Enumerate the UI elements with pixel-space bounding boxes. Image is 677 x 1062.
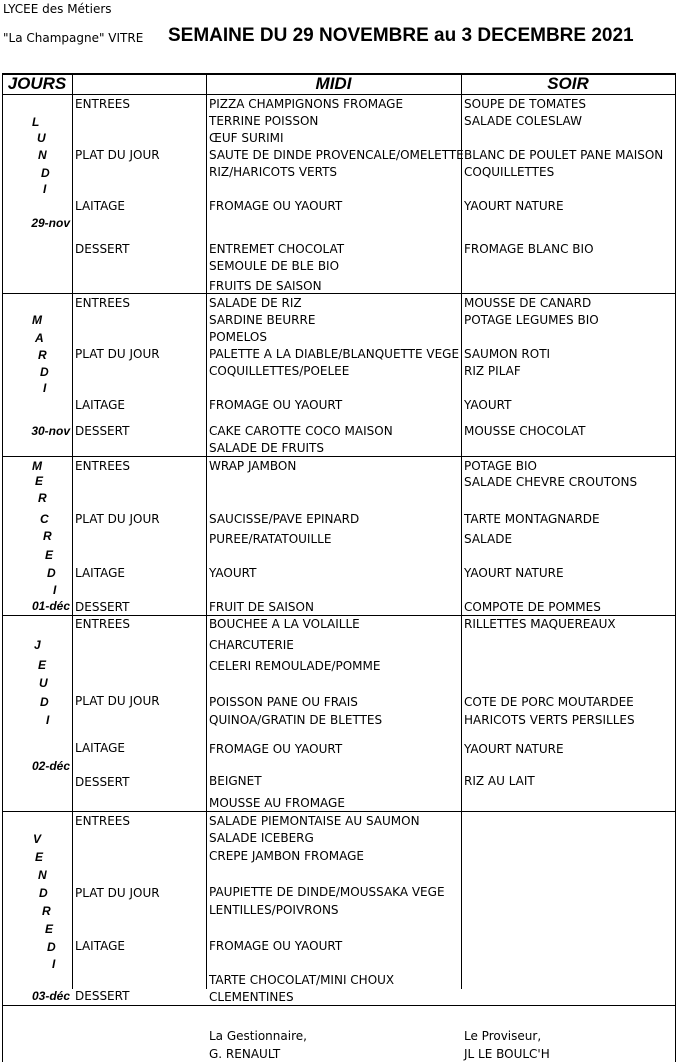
midi-dish: TERRINE POISSON bbox=[209, 114, 319, 128]
soir-dish: SOUPE DE TOMATES bbox=[464, 97, 587, 111]
day-letter: E bbox=[45, 922, 54, 936]
day-letter: I bbox=[52, 957, 56, 971]
midi-dish: YAOURT bbox=[209, 566, 257, 580]
col-divider-midi bbox=[461, 73, 462, 989]
menu-table bbox=[2, 73, 676, 1062]
day-letter: D bbox=[40, 695, 49, 709]
midi-dish: BEIGNET bbox=[209, 774, 262, 788]
midi-dish: COQUILLETTES/POELEE bbox=[209, 364, 350, 378]
header-jours: JOURS bbox=[7, 74, 67, 93]
midi-dish: TARTE CHOCOLAT/MINI CHOUX bbox=[209, 973, 395, 987]
category-label: LAITAGE bbox=[75, 566, 125, 580]
header-row-divider bbox=[2, 94, 676, 95]
midi-dish: SALADE PIEMONTAISE AU SAUMON bbox=[209, 814, 420, 828]
page-title: SEMAINE DU 29 NOVEMBRE au 3 DECEMBRE 2021 bbox=[168, 25, 634, 46]
category-label: PLAT DU JOUR bbox=[75, 886, 160, 900]
category-label: ENTREES bbox=[75, 459, 131, 473]
day-date: 02-déc bbox=[31, 759, 70, 773]
soir-dish: SALADE CHEVRE CROUTONS bbox=[464, 475, 638, 489]
category-label: DESSERT bbox=[75, 989, 130, 1003]
soir-dish: YAOURT NATURE bbox=[464, 566, 564, 580]
day-date: 30-nov bbox=[31, 424, 70, 438]
soir-dish: POTAGE LEGUMES BIO bbox=[464, 313, 599, 327]
soir-dish: YAOURT NATURE bbox=[464, 199, 564, 213]
soir-dish: RIZ PILAF bbox=[464, 364, 521, 378]
day-letter: I bbox=[53, 583, 57, 597]
category-label: ENTREES bbox=[75, 296, 131, 310]
day-date: 29-nov bbox=[31, 216, 70, 230]
midi-dish: CHARCUTERIE bbox=[209, 638, 294, 652]
day-date: 01-déc bbox=[31, 599, 70, 613]
midi-dish: CELERI REMOULADE/POMME bbox=[209, 659, 381, 673]
midi-dish: PAUPIETTE DE DINDE/MOUSSAKA VEGE bbox=[209, 885, 445, 899]
day-letter: D bbox=[39, 886, 48, 900]
category-label: DESSERT bbox=[75, 600, 130, 614]
soir-dish: TARTE MONTAGNARDE bbox=[464, 512, 600, 526]
day-letter: E bbox=[35, 850, 44, 864]
soir-dish: SAUMON ROTI bbox=[464, 347, 551, 361]
category-label: LAITAGE bbox=[75, 398, 125, 412]
soir-dish: RILLETTES MAQUEREAUX bbox=[464, 617, 616, 631]
col-divider-categorie bbox=[206, 73, 207, 989]
school-site: "La Champagne" VITRE bbox=[3, 31, 144, 45]
proviseur-title: Le Proviseur, bbox=[464, 1029, 542, 1043]
day-letter: D bbox=[41, 166, 50, 180]
day-letter: U bbox=[37, 131, 46, 145]
day-letter: J bbox=[34, 638, 41, 652]
header-soir: SOIR bbox=[547, 74, 589, 93]
soir-dish: MOUSSE DE CANARD bbox=[464, 296, 592, 310]
day-letter: N bbox=[38, 868, 47, 882]
day-letter: D bbox=[40, 365, 49, 379]
header-midi: MIDI bbox=[315, 74, 352, 93]
day-divider-jeudi bbox=[2, 615, 676, 616]
day-letter: M bbox=[32, 459, 42, 473]
midi-dish: CAKE CAROTTE COCO MAISON bbox=[209, 424, 393, 438]
soir-dish: MOUSSE CHOCOLAT bbox=[464, 424, 586, 438]
category-label: PLAT DU JOUR bbox=[75, 148, 160, 162]
midi-dish: BOUCHEE A LA VOLAILLE bbox=[209, 617, 360, 631]
gestionnaire-name: G. RENAULT bbox=[209, 1047, 281, 1061]
midi-dish: QUINOA/GRATIN DE BLETTES bbox=[209, 713, 383, 727]
day-divider-mercredi bbox=[2, 456, 676, 457]
midi-dish: ŒUF SURIMI bbox=[209, 131, 284, 145]
category-label: ENTREES bbox=[75, 814, 131, 828]
day-letter: E bbox=[38, 658, 47, 672]
category-label: ENTREES bbox=[75, 617, 131, 631]
day-letter: I bbox=[43, 381, 47, 395]
midi-dish: PALETTE A LA DIABLE/BLANQUETTE VEGE bbox=[209, 347, 460, 361]
day-letter: U bbox=[39, 676, 48, 690]
midi-dish: FROMAGE OU YAOURT bbox=[209, 939, 343, 953]
gestionnaire-title: La Gestionnaire, bbox=[209, 1029, 307, 1043]
midi-dish: SALADE DE RIZ bbox=[209, 296, 302, 310]
category-label: DESSERT bbox=[75, 424, 130, 438]
category-label: DESSERT bbox=[75, 775, 130, 789]
table-border-right bbox=[675, 73, 676, 1062]
midi-dish: SAUCISSE/PAVE EPINARD bbox=[209, 512, 360, 526]
day-letter: R bbox=[42, 904, 51, 918]
category-label: ENTREES bbox=[75, 97, 131, 111]
category-label: DESSERT bbox=[75, 242, 130, 256]
soir-dish: COQUILLETTES bbox=[464, 165, 555, 179]
day-letter: A bbox=[35, 331, 44, 345]
midi-dish: SALADE DE FRUITS bbox=[209, 441, 325, 455]
midi-dish: FROMAGE OU YAOURT bbox=[209, 742, 343, 756]
day-letter: E bbox=[45, 548, 54, 562]
soir-dish: RIZ AU LAIT bbox=[464, 774, 535, 788]
midi-dish: CREPE JAMBON FROMAGE bbox=[209, 849, 364, 863]
midi-dish: SAUTE DE DINDE PROVENCALE/OMELETTE bbox=[209, 148, 464, 162]
midi-dish: SARDINE BEURRE bbox=[209, 313, 316, 327]
category-label: LAITAGE bbox=[75, 199, 125, 213]
day-letter: V bbox=[33, 832, 42, 846]
soir-dish: YAOURT bbox=[464, 398, 512, 412]
category-label: PLAT DU JOUR bbox=[75, 694, 160, 708]
soir-dish: FROMAGE BLANC BIO bbox=[464, 242, 594, 256]
day-letter: D bbox=[47, 566, 56, 580]
category-label: LAITAGE bbox=[75, 939, 125, 953]
day-letter: M bbox=[32, 313, 42, 327]
day-letter: D bbox=[47, 940, 56, 954]
soir-dish: COMPOTE DE POMMES bbox=[464, 600, 601, 614]
midi-dish: POMELOS bbox=[209, 330, 267, 344]
midi-dish: CLEMENTINES bbox=[209, 990, 294, 1004]
day-letter: C bbox=[40, 512, 49, 526]
category-label: LAITAGE bbox=[75, 741, 125, 755]
day-letter: I bbox=[43, 182, 47, 196]
soir-dish: YAOURT NATURE bbox=[464, 742, 564, 756]
col-divider-jours bbox=[72, 73, 73, 989]
midi-dish: PUREE/RATATOUILLE bbox=[209, 532, 332, 546]
day-date: 03-déc bbox=[31, 989, 70, 1003]
midi-dish: RIZ/HARICOTS VERTS bbox=[209, 165, 338, 179]
midi-dish: LENTILLES/POIVRONS bbox=[209, 903, 339, 917]
midi-dish: MOUSSE AU FROMAGE bbox=[209, 796, 345, 810]
soir-dish: BLANC DE POULET PANE MAISON bbox=[464, 148, 664, 162]
midi-dish: FROMAGE OU YAOURT bbox=[209, 199, 343, 213]
day-letter: R bbox=[43, 529, 52, 543]
day-letter: L bbox=[32, 115, 40, 129]
midi-dish: WRAP JAMBON bbox=[209, 459, 297, 473]
school-name: LYCEE des Métiers bbox=[3, 2, 112, 16]
midi-dish: ENTREMET CHOCOLAT bbox=[209, 242, 345, 256]
soir-dish: POTAGE BIO bbox=[464, 459, 537, 473]
day-letter: R bbox=[38, 491, 47, 505]
category-label: PLAT DU JOUR bbox=[75, 512, 160, 526]
soir-dish: SALADE bbox=[464, 532, 513, 546]
day-letter: N bbox=[38, 148, 47, 162]
midi-dish: FRUITS DE SAISON bbox=[209, 279, 322, 293]
midi-dish: SEMOULE DE BLE BIO bbox=[209, 259, 340, 273]
midi-dish: POISSON PANE OU FRAIS bbox=[209, 695, 358, 709]
day-divider-vendredi bbox=[2, 811, 676, 812]
midi-dish: FROMAGE OU YAOURT bbox=[209, 398, 343, 412]
midi-dish: FRUIT DE SAISON bbox=[209, 600, 314, 614]
day-letter: E bbox=[35, 474, 44, 488]
soir-dish: HARICOTS VERTS PERSILLES bbox=[464, 713, 635, 727]
day-letter: I bbox=[46, 713, 50, 727]
day-letter: R bbox=[38, 348, 47, 362]
proviseur-name: JL LE BOULC'H bbox=[464, 1047, 550, 1061]
soir-dish: SALADE COLESLAW bbox=[464, 114, 582, 128]
category-label: PLAT DU JOUR bbox=[75, 347, 160, 361]
midi-dish: SALADE ICEBERG bbox=[209, 831, 314, 845]
day-divider-mardi bbox=[2, 293, 676, 294]
soir-dish: COTE DE PORC MOUTARDEE bbox=[464, 695, 634, 709]
table-bottom-line bbox=[2, 1005, 676, 1006]
midi-dish: PIZZA CHAMPIGNONS FROMAGE bbox=[209, 97, 404, 111]
